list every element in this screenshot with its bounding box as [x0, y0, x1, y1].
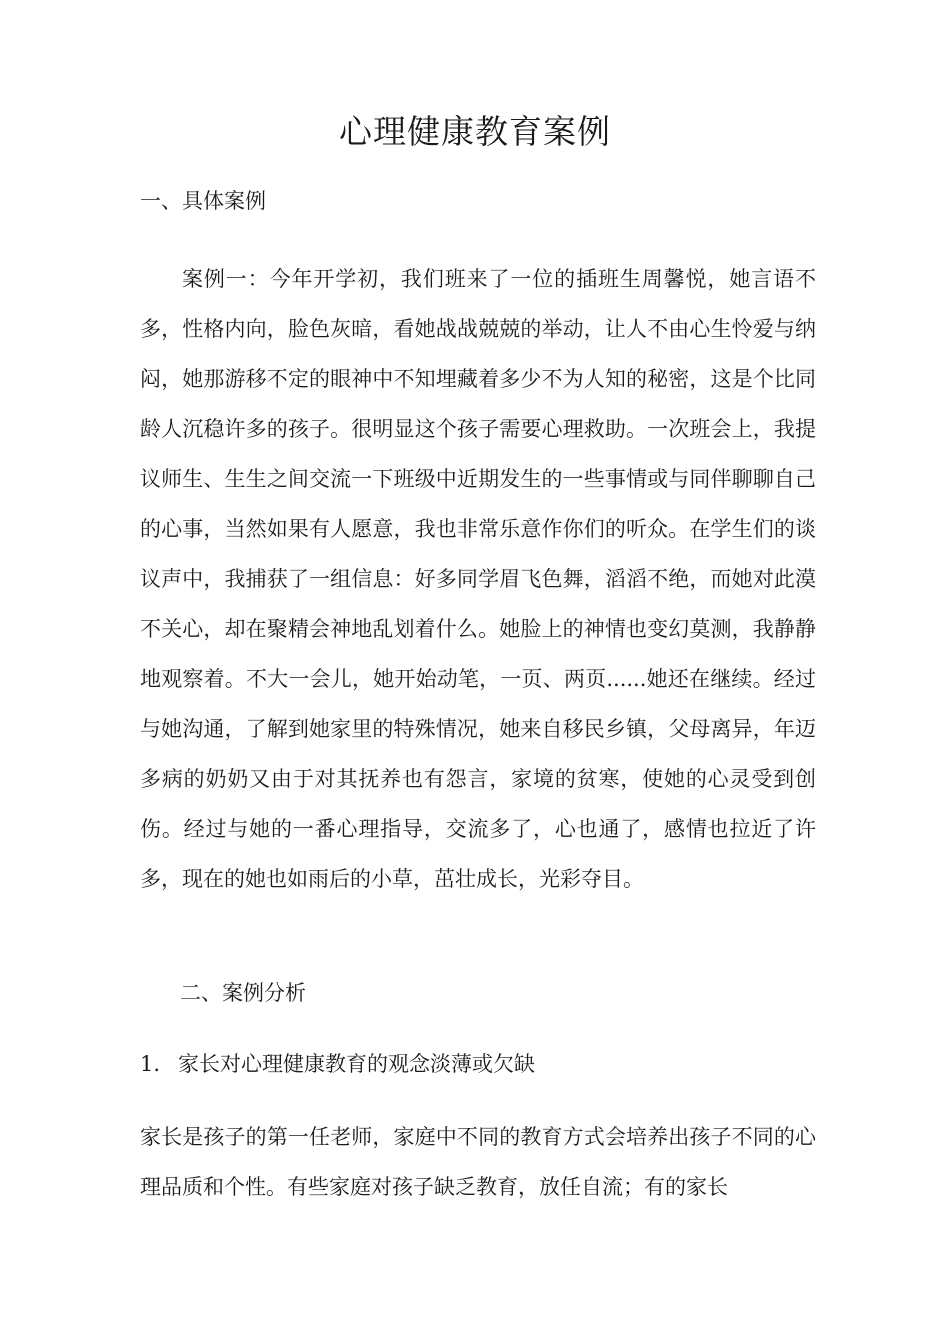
subsection-heading-text: 家长对心理健康教育的观念淡薄或欠缺	[178, 1052, 535, 1076]
subsection-number: 1.	[140, 1052, 161, 1076]
section-heading-specific-case: 一、具体案例	[140, 189, 266, 213]
parents-paragraph: 家长是孩子的第一任老师，家庭中不同的教育方式会培养出孩子不同的心理品质和个性。有些家庭对孩子缺乏教育，放任自流；有的家长	[140, 1125, 816, 1199]
document-title: 心理健康教育案例	[339, 112, 611, 151]
section-heading-case-analysis: 二、案例分析	[180, 981, 306, 1005]
subsection-heading-parents	[140, 1049, 535, 1079]
case-one-paragraph: 案例一：今年开学初，我们班来了一位的插班生周馨悦，她言语不多，性格内向，脸色灰暗，看她战战兢兢的举动，让人不由心生怜爱与纳闷，她那游移不定的眼神中不知埋藏着多少不为人知的秘密，这是个比同龄人沉稳许多的孩子。很明显这个孩子需要心理救助。一次班会上，我提议师生、生生之间交流一下班级中近期发生的一些事情或与同伴聊聊自己的心事，当然如果有人愿意，我也非常乐意作你们的听众。在学生们的谈议声中，我捕获了一组信息：好多同学眉飞色舞，滔滔不绝，而她对此漠不关心，却在聚精会神地乱划着什么。她脸上的神情也变幻莫测，我静静地观察着。不大一会儿，她开始动笔，一页、两页......她还在继续。经过与她沟通，了解到她家里的特殊情况，她来自移民乡镇，父母离异，年迈多病的奶奶又由于对其抚养也有怨言，家境的贫寒，使她的心灵受到创伤。经过与她的一番心理指导，交流多了，心也通了，感情也拉近了许多，现在的她也如雨后的小草，茁壮成长，光彩夺目。	[140, 267, 816, 891]
